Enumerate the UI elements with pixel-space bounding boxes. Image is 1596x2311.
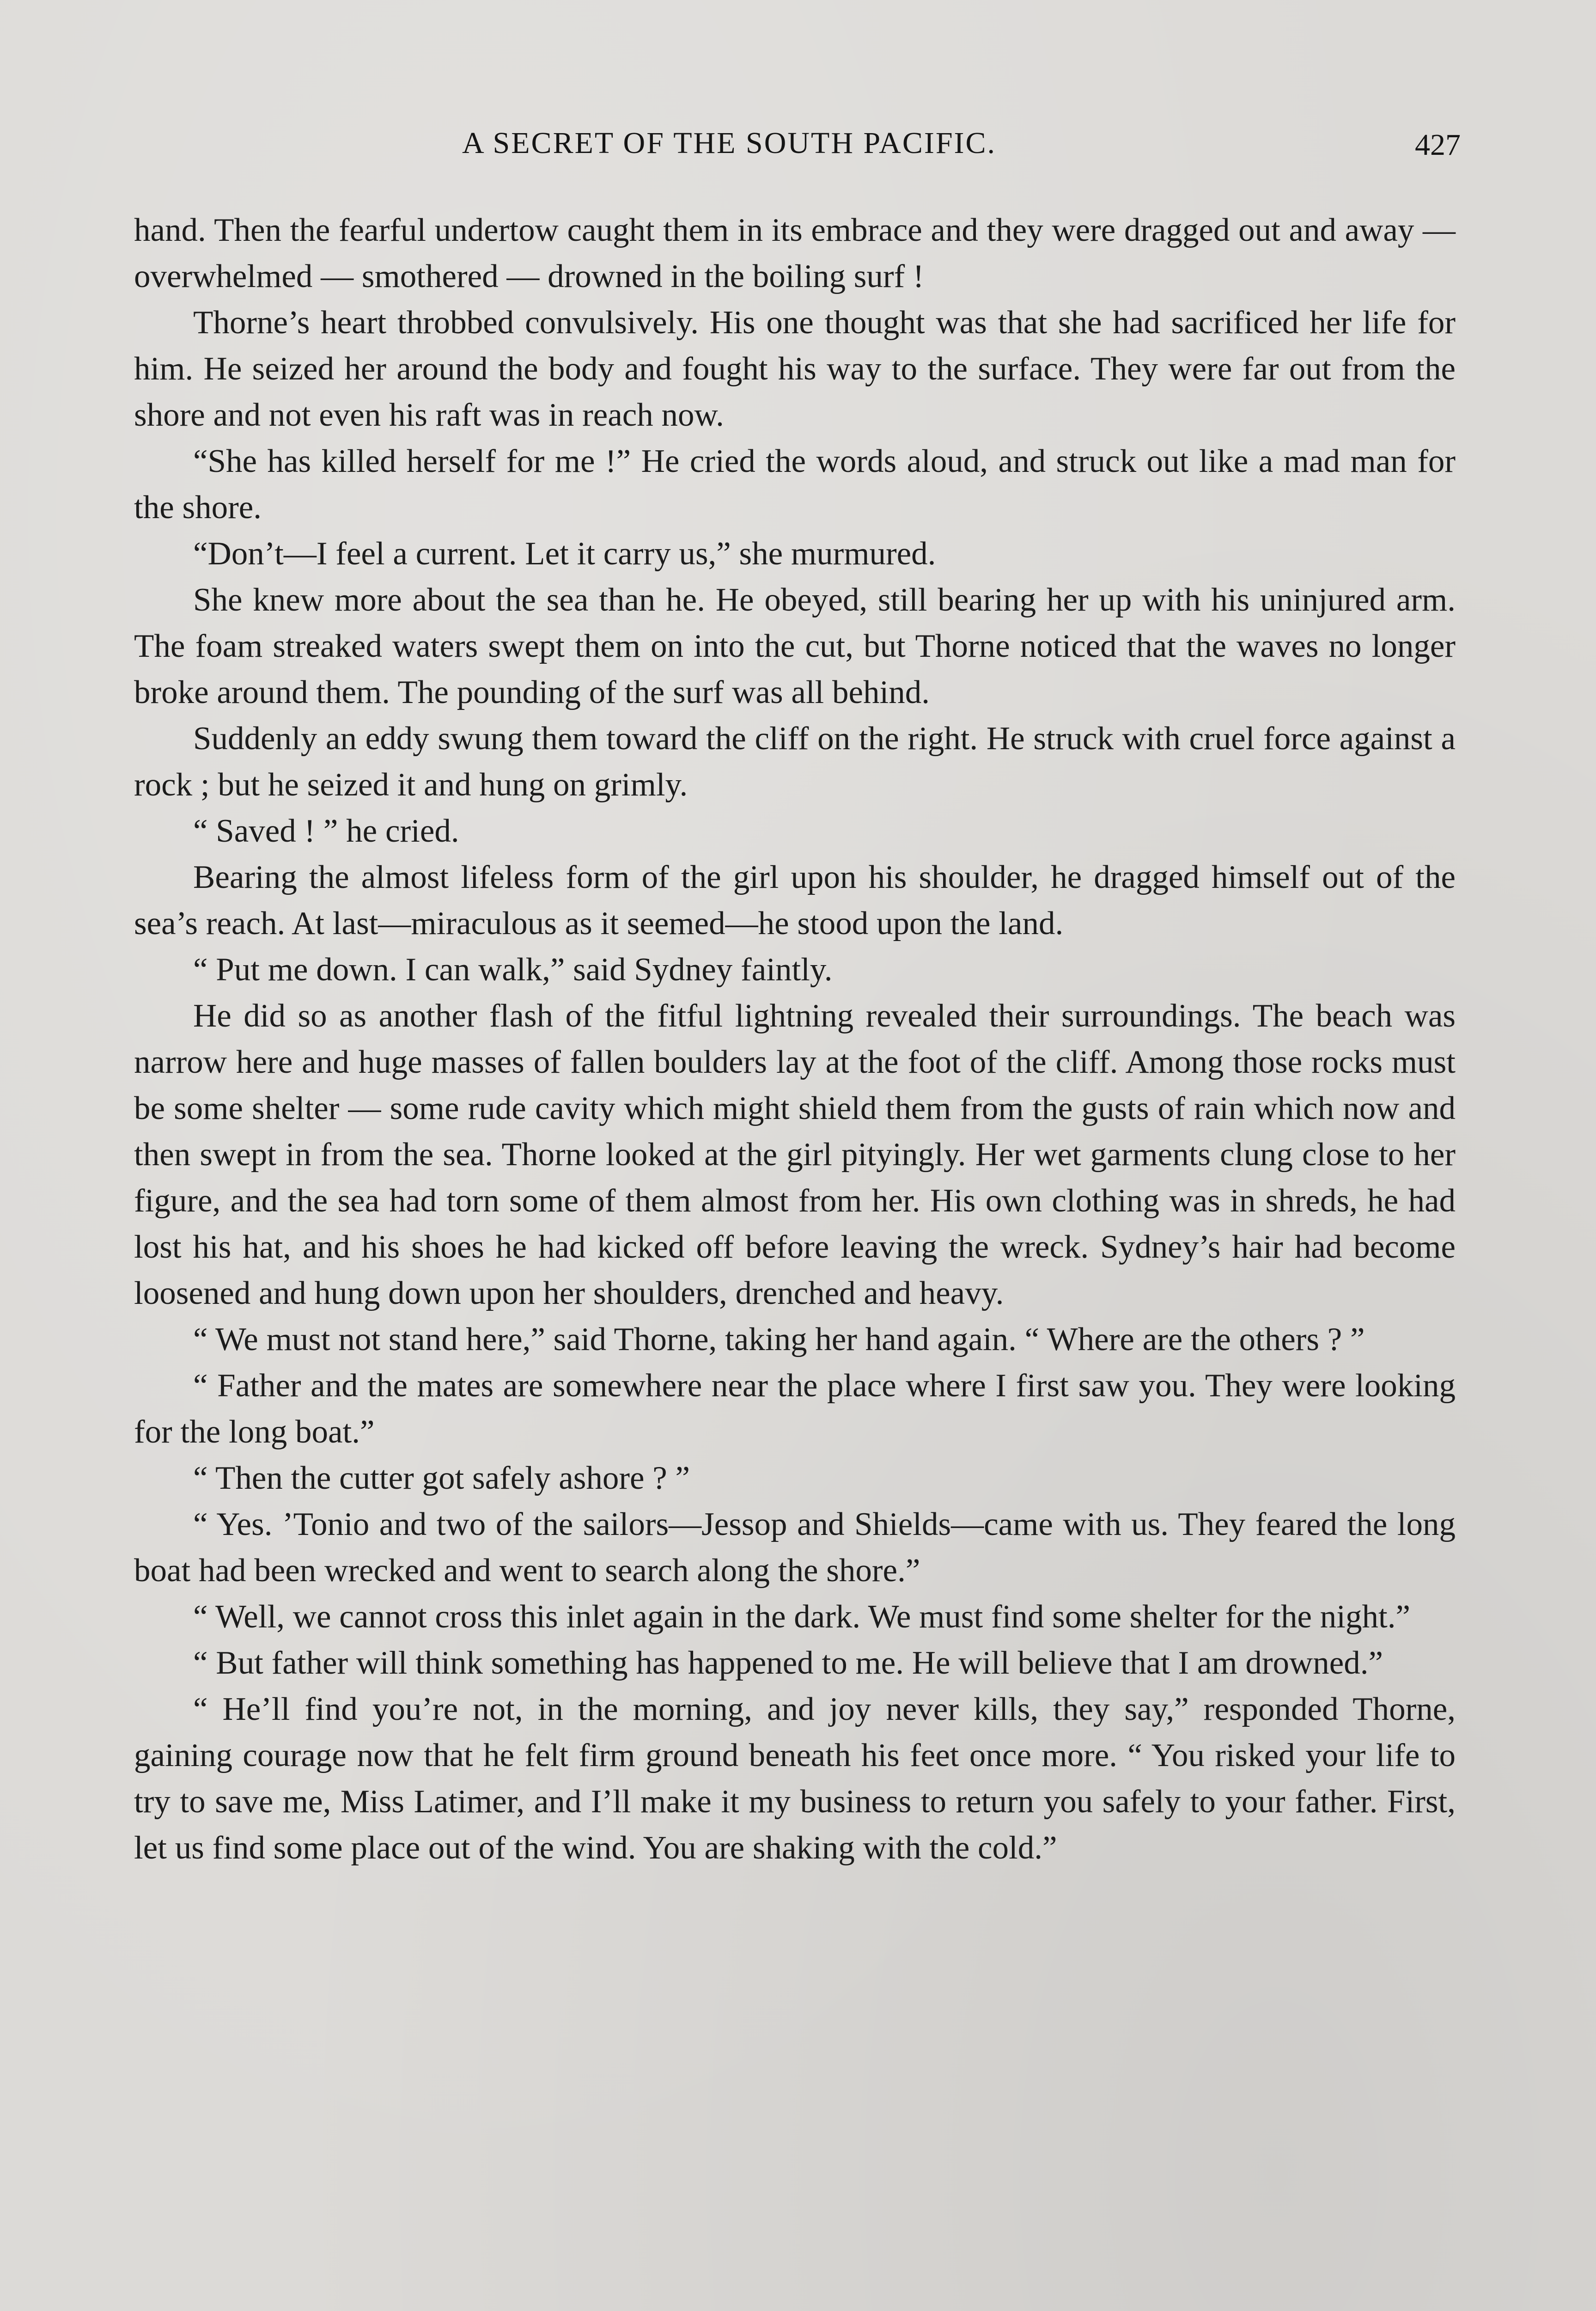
paragraph-5: She knew more about the sea than he. He obeyed, still bearing her up with his uninjured arm. The foam streaked waters swept them on into the cut, but Thorne noticed that the waves no longer broke around them. The pounding of the surf was all behind.: [134, 582, 1456, 710]
paragraph-16: “ But father will think something has happened to me. He will believe that I am drowned.”: [193, 1645, 1383, 1681]
running-head: [0, 126, 1596, 167]
page-number: 427: [1415, 128, 1461, 162]
paragraph-3: “She has killed herself for me !” He cried the words aloud, and struck out like a mad man for the shore.: [134, 443, 1456, 526]
paragraph-11: “ We must not stand here,” said Thorne, taking her hand again. “ Where are the others ? ”: [193, 1321, 1365, 1357]
paragraph-13: “ Then the cutter got safely ashore ? ”: [193, 1460, 690, 1496]
paragraph-1: hand. Then the fearful undertow caught them in its embrace and they were dragged out and away — overwhelmed — smothered — drowned in the boiling surf !: [134, 212, 1456, 294]
paragraph-12: “ Father and the mates are somewhere near the place where I first saw you. They were looking for the long boat.”: [134, 1368, 1456, 1450]
paragraph-14: “ Yes. ’Tonio and two of the sailors—Jessop and Shields—came with us. They feared the long boat had been wrecked and went to search along the shore.”: [134, 1506, 1456, 1589]
paragraph-4: “Don’t—I feel a current. Let it carry us,” she murmured.: [193, 536, 936, 572]
paragraph-10: He did so as another flash of the fitful lightning revealed their surroundings. The beach was narrow here and huge masses of fallen boulders lay at the foot of the cliff. Among those rocks must be some shelter — some rude cavity which might shield them from the gusts of rain which now and then swept in from the sea. Thorne looked at the girl pityingly. Her wet garments clung close to her figure, and the sea had torn some of them almost from her. His own clothing was in shreds, he had lost his hat, and his shoes he had kicked off before leaving the wreck. Sydney’s hair had become loosened and hung down upon her shoulders, drenched and heavy.: [134, 998, 1456, 1311]
paragraph-6: Suddenly an eddy swung them toward the cliff on the right. He struck with cruel force against a rock ; but he seized it and hung on grimly.: [134, 721, 1456, 803]
body-text: [134, 207, 1456, 1871]
paragraph-17: “ He’ll find you’re not, in the morning, and joy never kills, they say,” responded Thorne, gaining courage now that he felt firm ground beneath his feet once more. “ You risked your life to try to save me, Miss Latimer, and I’ll make it my business to return you safely to your father. First, let us find some place out of the wind. You are shaking with the cold.”: [134, 1691, 1456, 1866]
paragraph-2: Thorne’s heart throbbed convulsively. His one thought was that she had sacrificed her life for him. He seized her around the body and fought his way to the surface. They were far out from the shore and not even his raft was in reach now.: [134, 305, 1456, 433]
paragraph-8: Bearing the almost lifeless form of the girl upon his shoulder, he dragged himself out of the sea’s reach. At last—miraculous as it seemed—he stood upon the land.: [134, 859, 1456, 942]
paragraph-15: “ Well, we cannot cross this inlet again in the dark. We must find some shelter for the night.”: [193, 1599, 1411, 1635]
paragraph-9: “ Put me down. I can walk,” said Sydney faintly.: [193, 952, 833, 988]
paragraph-7: “ Saved ! ” he cried.: [193, 813, 459, 849]
running-title: A SECRET OF THE SOUTH PACIFIC.: [462, 126, 997, 160]
